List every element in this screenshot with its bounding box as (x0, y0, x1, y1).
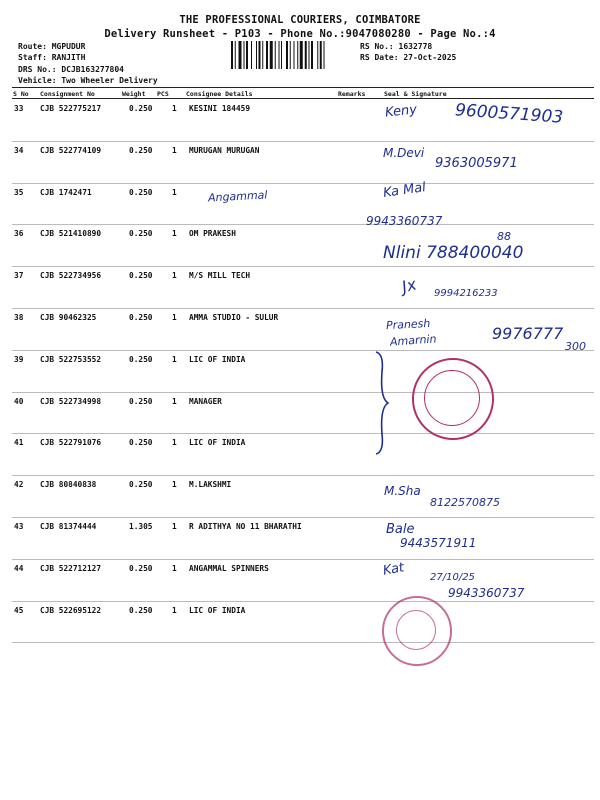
barcode-bar (246, 41, 248, 69)
note-36-main: Nlini 788400040 (383, 243, 524, 263)
barcode-bar (317, 41, 318, 69)
header-bottom-rule (12, 98, 594, 99)
row-37-weight: 0.250 (129, 271, 153, 281)
row-41-sno: 41 (14, 438, 24, 448)
date-note-44: 27/10/25 (430, 572, 475, 583)
barcode-bar (231, 41, 233, 69)
phone-note-35: 9943360737 (366, 214, 443, 228)
row-33-consignment: CJB 522775217 (40, 104, 102, 113)
row-45-sno: 45 (14, 605, 24, 615)
barcode-bar (259, 41, 261, 69)
barcode-bar (324, 41, 325, 69)
row-40-weight: 0.250 (129, 396, 153, 406)
rs-number: RS No.: 1632778 (360, 42, 433, 51)
rs-date: RS Date: 27-Oct-2025 (360, 53, 457, 62)
row-44-sno: 44 (14, 563, 24, 573)
row-divider (12, 350, 594, 351)
barcode-bar (305, 41, 307, 69)
phone-note-33: 9600571903 (454, 100, 564, 128)
row-33-weight: 0.250 (129, 104, 153, 113)
signature-33: Keny (384, 102, 418, 121)
lic-seal-inner-ring-45 (396, 610, 436, 650)
row-41-consignment: CJB 522791076 (40, 438, 102, 448)
row-34-sno: 34 (14, 145, 24, 155)
lic-seal-inner-ring (424, 370, 480, 426)
barcode-bar (309, 41, 310, 69)
company-title: THE PROFESSIONAL COURIERS, COIMBATORE (179, 14, 421, 26)
col-header-weight: Weight (122, 90, 146, 98)
note-38-extra: 300 (565, 340, 586, 353)
drs-number: DRS No.: DCJB163277804 (18, 65, 124, 74)
row-divider (12, 559, 594, 560)
row-43-consignee: R ADITHYA NO 11 BHARATHI (189, 522, 302, 531)
row-38-weight: 0.250 (129, 313, 153, 322)
barcode-bar (235, 41, 236, 69)
phone-note-42: 8122570875 (430, 496, 500, 509)
row-35-weight: 0.250 (129, 187, 153, 197)
row-divider (12, 183, 594, 184)
barcode-bar (297, 41, 298, 69)
row-divider (12, 224, 594, 225)
phone-note-44: 9943360737 (448, 586, 525, 600)
phone-note-38: 9976777 (492, 324, 564, 343)
name-note-34: M.Devi (383, 146, 425, 160)
row-35-consignment: CJB 1742471 (40, 187, 92, 197)
row-38-pcs: 1 (172, 313, 177, 322)
row-39-consignment: CJB 522753552 (40, 354, 102, 364)
barcode-bar (244, 41, 245, 69)
barcode-image (230, 41, 356, 69)
row-44-weight: 0.250 (129, 563, 153, 573)
row-42-sno: 42 (14, 480, 24, 490)
row-34-pcs: 1 (172, 145, 177, 155)
row-45-weight: 0.250 (129, 605, 153, 615)
barcode-bar (266, 41, 268, 69)
signature-44: Kat (381, 560, 406, 579)
barcode-bar (239, 41, 242, 69)
row-43-weight: 1.305 (129, 522, 153, 531)
header-top-rule (12, 87, 594, 88)
row-41-consignee: LIC OF INDIA (189, 438, 246, 448)
row-38-consignee: AMMA STUDIO - SULUR (189, 313, 279, 322)
barcode-bar (286, 41, 288, 69)
row-45-consignee: LIC OF INDIA (189, 605, 246, 615)
row-42-weight: 0.250 (129, 480, 153, 490)
row-35-sno: 35 (14, 187, 24, 197)
row-34-consignee: MURUGAN MURUGAN (189, 145, 260, 155)
col-header-consignment: Consignment No (40, 90, 95, 98)
row-42-consignee: M.LAKSHMI (189, 480, 232, 490)
row-36-pcs: 1 (172, 229, 177, 239)
row-38-sno: 38 (14, 313, 24, 322)
phone-note-37: 9994216233 (434, 288, 498, 299)
row-40-consignment: CJB 522734998 (40, 396, 102, 406)
row-divider (12, 642, 594, 643)
row-40-sno: 40 (14, 396, 24, 406)
signature-38b: Amarnin (389, 332, 437, 349)
col-header-remarks: Remarks (338, 90, 366, 98)
row-divider (12, 266, 594, 267)
row-37-consignee: M/S MILL TECH (189, 271, 251, 281)
name-note-42: M.Sha (384, 484, 421, 498)
barcode-bar (256, 41, 257, 69)
row-39-pcs: 1 (172, 354, 177, 364)
barcode-bar (279, 41, 280, 69)
barcode-bar (300, 41, 303, 69)
col-header-pcs: PCS (157, 90, 169, 98)
phone-note-43: 9443571911 (400, 536, 477, 550)
row-38-consignment: CJB 90462325 (40, 313, 97, 322)
row-36-consignee: OM PRAKESH (189, 229, 236, 239)
signature-38: Pranesh (385, 316, 431, 333)
row-37-sno: 37 (14, 271, 24, 281)
brace-mark-39-41 (370, 350, 390, 456)
phone-note-34: 9363005971 (435, 156, 518, 171)
barcode-bar (281, 41, 282, 69)
signature-35: Ka Mal (382, 180, 427, 201)
barcode-bar (262, 41, 263, 69)
row-34-weight: 0.250 (129, 145, 153, 155)
row-44-consignee: ANGAMMAL SPINNERS (189, 563, 269, 573)
row-divider (12, 517, 594, 518)
row-36-consignment: CJB 521410890 (40, 229, 102, 239)
name-note-35: Angammal (207, 188, 268, 205)
row-40-pcs: 1 (172, 396, 177, 406)
note-36-small: 88 (497, 230, 511, 243)
row-35-pcs: 1 (172, 187, 177, 197)
row-43-pcs: 1 (172, 522, 177, 531)
row-37-pcs: 1 (172, 271, 177, 281)
col-header-seal: Seal & Signature (384, 90, 447, 98)
row-41-weight: 0.250 (129, 438, 153, 448)
row-divider (12, 433, 594, 434)
row-33-sno: 33 (14, 104, 24, 113)
barcode-bar (251, 41, 252, 69)
col-header-consignee: Consignee Details (186, 90, 253, 98)
row-divider (12, 475, 594, 476)
lic-seal-stamp (412, 358, 494, 440)
row-45-pcs: 1 (172, 605, 177, 615)
vehicle-label: Vehicle: Two Wheeler Delivery (18, 76, 158, 85)
row-39-weight: 0.250 (129, 354, 153, 364)
row-43-consignment: CJB 81374444 (40, 522, 97, 531)
row-36-weight: 0.250 (129, 229, 153, 239)
row-39-consignee: LIC OF INDIA (189, 354, 246, 364)
row-36-sno: 36 (14, 229, 24, 239)
runsheet-subtitle: Delivery Runsheet - P103 - Phone No.:9047080280 - Page No.:4 (104, 28, 496, 40)
row-divider (12, 601, 594, 602)
signature-43: Bale (386, 522, 415, 537)
row-divider (12, 308, 594, 309)
row-divider (12, 141, 594, 142)
row-44-pcs: 1 (172, 563, 177, 573)
row-42-consignment: CJB 80840838 (40, 480, 97, 490)
row-45-consignment: CJB 522695122 (40, 605, 102, 615)
barcode-bar (320, 41, 322, 69)
barcode-bar (311, 41, 313, 69)
row-40-consignee: MANAGER (189, 396, 222, 406)
lic-seal-stamp-45 (382, 596, 452, 666)
row-42-pcs: 1 (172, 480, 177, 490)
row-divider (12, 392, 594, 393)
barcode-bar (270, 41, 273, 69)
barcode-bar (290, 41, 291, 69)
barcode-bar (275, 41, 276, 69)
route-label: Route: MGPUDUR (18, 42, 86, 51)
row-33-pcs: 1 (172, 104, 177, 113)
row-44-consignment: CJB 522712127 (40, 563, 102, 573)
row-37-consignment: CJB 522734956 (40, 271, 102, 281)
row-33-consignee: KESINI 184459 (189, 104, 251, 113)
row-39-sno: 39 (14, 354, 24, 364)
row-34-consignment: CJB 522774109 (40, 145, 102, 155)
signature-37: Jx (399, 274, 419, 297)
col-header-sno: S No (13, 90, 29, 98)
row-41-pcs: 1 (172, 438, 177, 448)
row-43-sno: 43 (14, 522, 24, 531)
staff-label: Staff: RANJITH (18, 53, 86, 62)
barcode-bar (294, 41, 295, 69)
